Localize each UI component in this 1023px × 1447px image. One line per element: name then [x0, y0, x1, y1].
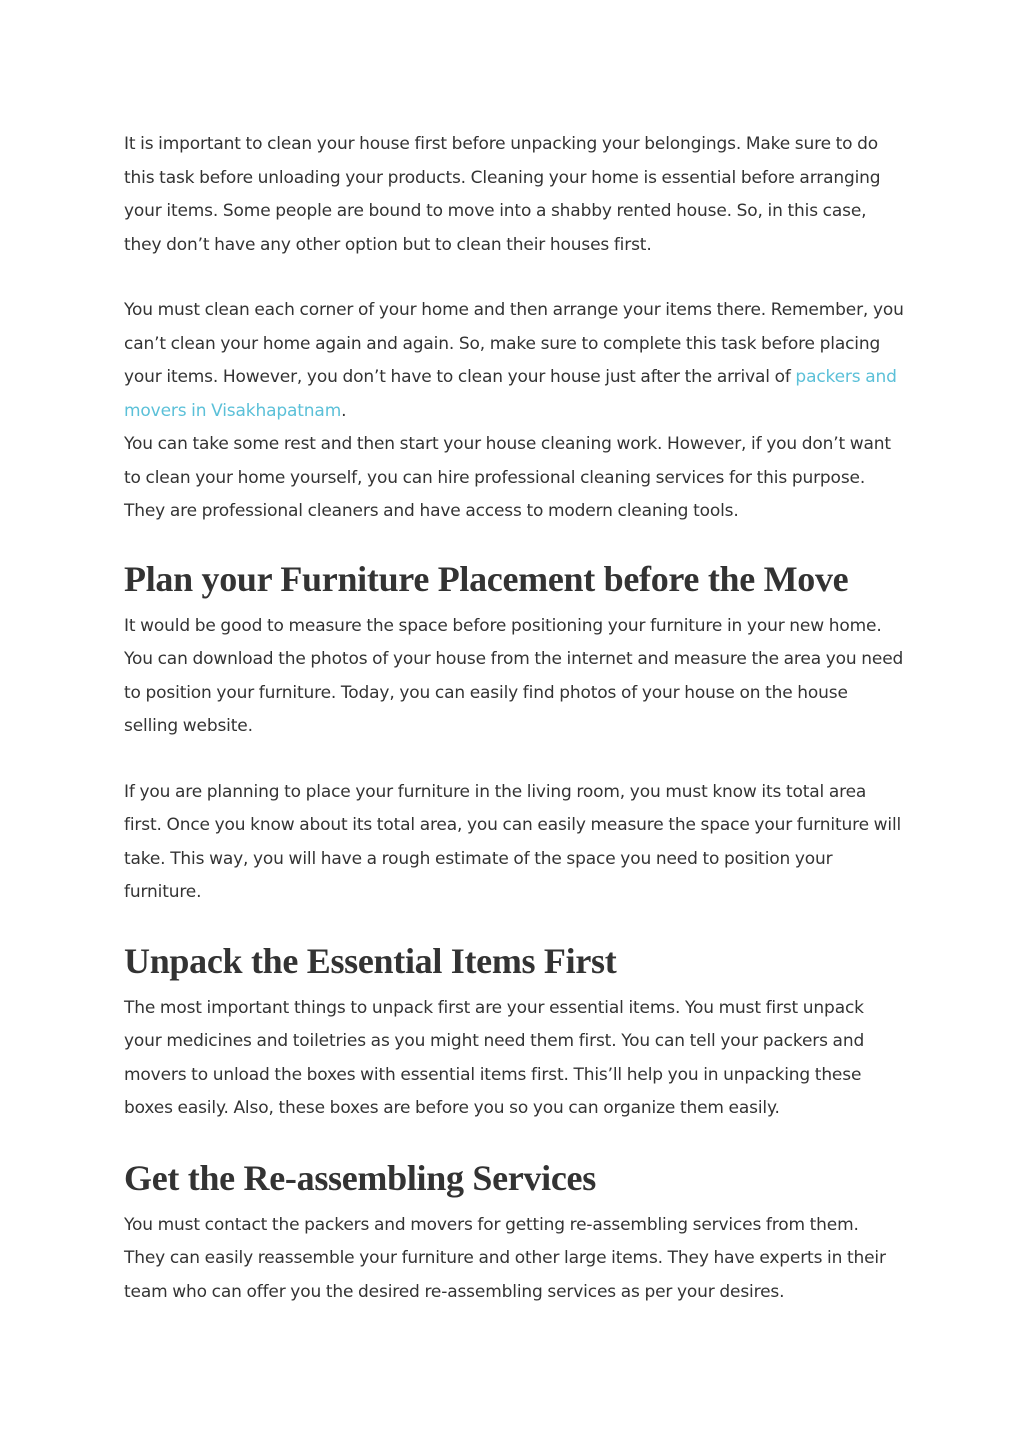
reassembling-paragraph-1: You must contact the packers and movers for getting re-assembling services from them. They can easily reassemble your furniture and other large items. They have experts in their team who can offer you the desired re-assembling services as per your desires. — [124, 1214, 886, 1302]
reassembling-heading: Get the Re-assembling Services — [124, 1157, 596, 1198]
essentials-paragraph-1: The most important things to unpack first are your essential items. You must first unpack your medicines and toiletries as you might need them first. You can tell your packers and movers to unload the boxes with essential items first. This’ll help you in unpacking these boxes easily. Also, these boxes are before you so you can organize them easily. — [124, 997, 865, 1118]
paragraph-spacer — [124, 744, 904, 776]
intro-paragraph-3: You can take some rest and then start your house cleaning work. However, if you don’t want to clean your home yourself, you can hire professional cleaning services for this purpose. They are professional cleaners and have access to modern cleaning tools. — [124, 434, 891, 521]
intro-paragraph-1: It is important to clean your house first before unpacking your belongings. Make sure to do this task before unloading your products. Cleaning your home is essential before arranging your items. Some people are bound to move into a shabby rented house. So, in this case, they don’t have any other option but to clean their houses first. — [124, 134, 881, 255]
furniture-heading-wrap — [124, 558, 904, 600]
document-page — [124, 128, 904, 1309]
intro-paragraph-2-end: . — [341, 400, 347, 421]
intro-paragraph-2 — [124, 294, 904, 428]
furniture-heading: Plan your Furniture Placement before the Move — [124, 558, 849, 599]
essentials-heading-wrap — [124, 940, 904, 982]
packers-movers-visakhapatnam-link[interactable]: packers and movers in Visakhapatnam — [124, 367, 897, 421]
essentials-heading: Unpack the Essential Items First — [124, 940, 617, 981]
reassembling-heading-wrap — [124, 1157, 904, 1199]
paragraph-spacer — [124, 262, 904, 294]
intro-paragraph-2-text: You must clean each corner of your home and then arrange your items there. Remember, you can’t clean your home again and again. So, make sure to complete this task before placing your items. However, you don’t have to clean your house just after the arrival of — [124, 300, 904, 387]
furniture-paragraph-1: It would be good to measure the space before positioning your furniture in your new home. You can download the photos of your house from the internet and measure the area you need to position your furniture. Today, you can easily find photos of your house on the house selling website. — [124, 615, 904, 736]
furniture-paragraph-2: If you are planning to place your furniture in the living room, you must know its total area first. Once you know about its total area, you can easily measure the space your furniture will take. This way, you will have a rough estimate of the space you need to position your furniture. — [124, 781, 902, 902]
